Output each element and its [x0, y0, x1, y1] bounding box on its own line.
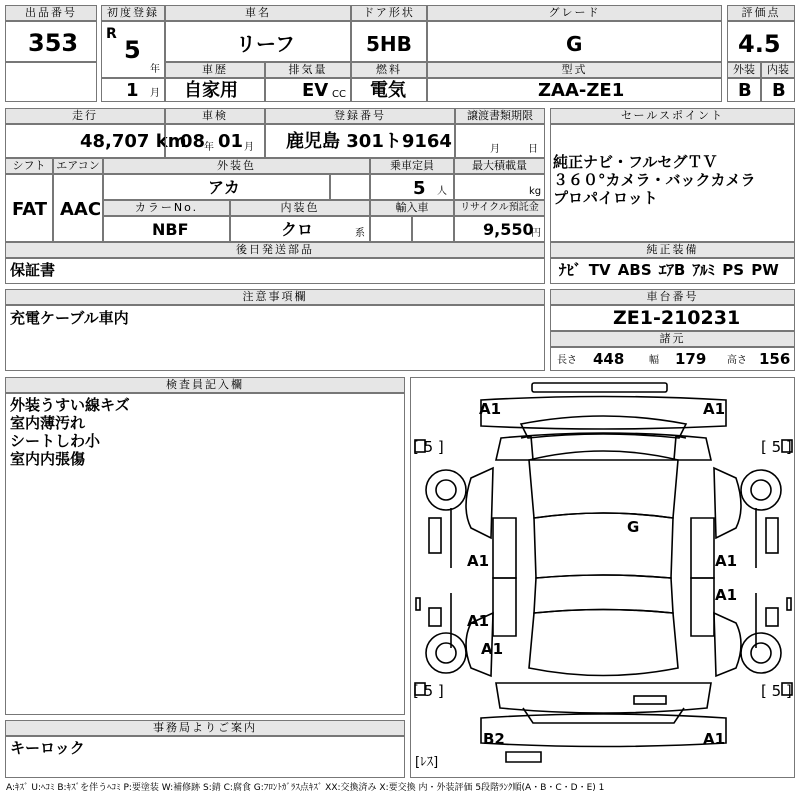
dimensions-cell — [550, 347, 795, 371]
inspection-year: 08 — [180, 131, 206, 152]
grade-header: グレード — [427, 5, 722, 21]
fuel-cell — [351, 78, 427, 102]
car-history: 自家用 — [184, 80, 238, 101]
recycle-fee: 9,550 — [483, 220, 534, 239]
damage-windshield: G — [627, 518, 640, 536]
chassis-number-cell — [550, 305, 795, 331]
damage-left-front-door: A1 — [467, 552, 490, 570]
door-type-header: ドア形状 — [351, 5, 427, 21]
inspection-month: 01 — [218, 131, 244, 152]
lot-number-header: 出品番号 — [5, 5, 97, 21]
seating-unit: 人 — [437, 186, 447, 197]
exterior-color: アカ — [208, 178, 240, 197]
sales-point-3: プロパイロット — [553, 189, 658, 207]
car-history-cell — [165, 78, 265, 102]
exterior-grade: B — [738, 80, 752, 101]
damage-rear-left-bumper: B2 — [483, 730, 505, 748]
import-cell-a — [370, 216, 412, 242]
interior-grade-cell — [761, 78, 795, 102]
tire-rear-right: [ 5 ] — [761, 682, 792, 700]
genuine-equipment: ﾅﾋﾞ TV ABS ｴｱB ｱﾙﾐ PS PW — [559, 261, 779, 279]
inspector-note-1: 外装うすい線キズ — [10, 396, 130, 414]
inspection-year-unit: 年 — [204, 142, 214, 153]
caution-cell — [5, 305, 545, 371]
tire-rear-left: [ 5 ] — [413, 682, 444, 700]
tire-front-left: [ 5 ] — [413, 438, 444, 456]
length-label: 長さ — [557, 355, 577, 366]
model-code-header: 型式 — [427, 62, 722, 78]
max-load-header: 最大積載量 — [454, 158, 545, 174]
height-label: 高さ — [727, 355, 747, 366]
inspection-header: 車検 — [165, 108, 265, 124]
caution-note: 充電ケーブル車内 — [10, 309, 129, 327]
exterior-header: 外装 — [727, 62, 761, 78]
inspector-note-2: 室内薄汚れ — [10, 414, 86, 432]
lot-number-cell — [5, 21, 97, 62]
aircon: AAC — [60, 199, 102, 220]
color-number-cell — [103, 216, 230, 242]
chassis-number-header: 車台番号 — [550, 289, 795, 305]
length: 448 — [593, 350, 625, 368]
registration-number: 鹿児島 301ト9164 — [286, 131, 452, 152]
car-history-header: 車歴 — [165, 62, 265, 78]
exterior-grade-cell — [727, 78, 761, 102]
lot-number-blank — [5, 62, 97, 102]
first-registration-month-cell — [101, 78, 165, 102]
dimensions-header: 諸元 — [550, 331, 795, 347]
displacement-header: 排気量 — [265, 62, 351, 78]
later-parts: 保証書 — [10, 261, 56, 279]
chassis-number: ZE1-210231 — [613, 307, 741, 329]
aircon-cell — [53, 174, 103, 242]
shift: FAT — [12, 199, 48, 220]
shift-cell — [5, 174, 53, 242]
max-load-unit: kg — [529, 186, 542, 197]
max-load-cell — [454, 174, 545, 200]
exterior-color-cell — [103, 174, 330, 200]
sales-point-2: ３６０°カメラ・バックカメラ — [553, 171, 756, 189]
month-unit: 月 — [150, 88, 160, 99]
mileage: 48,707 km — [80, 131, 187, 152]
transfer-date-header: 譲渡書類期限 — [455, 108, 545, 124]
lot-number: 353 — [28, 29, 79, 57]
cc-unit: CC — [332, 89, 346, 100]
transfer-month-unit: 月 — [490, 144, 500, 155]
inspector-notes-cell — [5, 393, 405, 715]
office-notice-cell — [5, 736, 405, 778]
fuel-header: 燃料 — [351, 62, 427, 78]
inspector-notes-header: 検査員記入欄 — [5, 377, 405, 393]
interior-grade: B — [772, 80, 786, 101]
exterior-color-blank — [330, 174, 370, 200]
registration-month: 1 — [126, 80, 139, 101]
import-cell-b — [412, 216, 454, 242]
car-name-cell — [165, 21, 351, 62]
color-system-unit: 系 — [355, 228, 365, 239]
interior-header: 内装 — [761, 62, 795, 78]
genuine-equipment-cell — [550, 258, 795, 284]
year-unit: 年 — [150, 64, 160, 75]
damage-front-left-bumper: A1 — [479, 400, 502, 418]
width: 179 — [675, 350, 707, 368]
interior-color: クロ — [281, 220, 314, 239]
height: 156 — [759, 350, 791, 368]
model-code: ZAA-ZE1 — [538, 80, 625, 101]
recycle-fee-header: リサイクル預託金 — [454, 200, 545, 216]
car-name: リーフ — [236, 32, 295, 56]
fuel: 電気 — [370, 80, 406, 101]
damage-diagram — [410, 377, 795, 778]
transfer-day-unit: 日 — [528, 144, 538, 155]
car-name-header: 車名 — [165, 5, 351, 21]
score-cell — [727, 21, 795, 62]
inspection-month-unit: 月 — [244, 142, 254, 153]
genuine-equipment-header: 純正装備 — [550, 242, 795, 258]
interior-color-header: 内装色 — [230, 200, 370, 216]
damage-left-rear-door: A1 — [467, 612, 490, 630]
grade-cell — [427, 21, 722, 62]
width-label: 幅 — [649, 355, 659, 366]
damage-left-rear-fender: A1 — [481, 640, 504, 658]
seating-cell — [370, 174, 454, 200]
first-registration-year-cell — [101, 21, 165, 78]
door-type: 5HB — [366, 32, 412, 56]
interior-color-cell — [230, 216, 370, 242]
displacement: EV — [302, 80, 329, 101]
color-number: NBF — [152, 220, 189, 239]
grade: G — [566, 32, 583, 56]
spare-tire-status: [ﾚｽ] — [415, 755, 439, 770]
recycle-fee-cell — [454, 216, 545, 242]
inspector-note-4: 室内内張傷 — [10, 450, 86, 468]
score-header: 評価点 — [727, 5, 795, 21]
transfer-date-cell — [455, 124, 545, 158]
tire-front-right: [ 5 ] — [761, 438, 792, 456]
office-notice-header: 事務局よりご案内 — [5, 720, 405, 736]
color-number-header: カラーNo. — [103, 200, 230, 216]
yen-unit: 円 — [531, 228, 541, 239]
era-mark: R — [106, 26, 117, 42]
damage-front-right-bumper: A1 — [703, 400, 726, 418]
car-outline-diagram — [411, 378, 796, 779]
damage-rear-right-bumper: A1 — [703, 730, 726, 748]
import-header: 輸入車 — [370, 200, 454, 216]
sales-point-1: 純正ナビ・フルセグＴＶ — [553, 153, 718, 171]
office-notice: キーロック — [10, 739, 85, 757]
later-parts-header: 後日発送部品 — [5, 242, 545, 258]
registration-number-header: 登録番号 — [265, 108, 455, 124]
later-parts-cell — [5, 258, 545, 284]
mileage-header: 走行 — [5, 108, 165, 124]
registration-year: 5 — [124, 36, 141, 64]
inspector-note-3: シートしわ小 — [10, 432, 101, 450]
seating-header: 乗車定員 — [370, 158, 454, 174]
seating: 5 — [413, 178, 426, 199]
sales-points-cell — [550, 124, 795, 242]
displacement-cell — [265, 78, 351, 102]
damage-code-legend: A:ｷｽﾞ U:ﾍｺﾐ B:ｷｽﾞを伴うﾍｺﾐ P:要塗装 W:補修跡 S:錆 C:腐食 G:ﾌﾛﾝﾄｶﾞﾗｽ点ｷｽﾞ XX:交換済み X:要交換 内・外装評価 5段階ﾗﾝｸ順(A・B・C・D・E) 1 — [6, 783, 605, 793]
exterior-color-header: 外装色 — [103, 158, 370, 174]
damage-right-front-door: A1 — [715, 552, 738, 570]
caution-header: 注意事項欄 — [5, 289, 545, 305]
shift-header: シフト — [5, 158, 53, 174]
first-registration-header: 初度登録 — [101, 5, 165, 21]
overall-score: 4.5 — [738, 30, 781, 58]
sales-points-header: セールスポイント — [550, 108, 795, 124]
registration-number-cell — [265, 124, 455, 158]
model-code-cell — [427, 78, 722, 102]
aircon-header: エアコン — [53, 158, 103, 174]
mileage-cell — [5, 124, 187, 158]
door-type-cell — [351, 21, 427, 62]
damage-right-rear-door: A1 — [715, 586, 738, 604]
inspection-cell — [165, 124, 265, 158]
